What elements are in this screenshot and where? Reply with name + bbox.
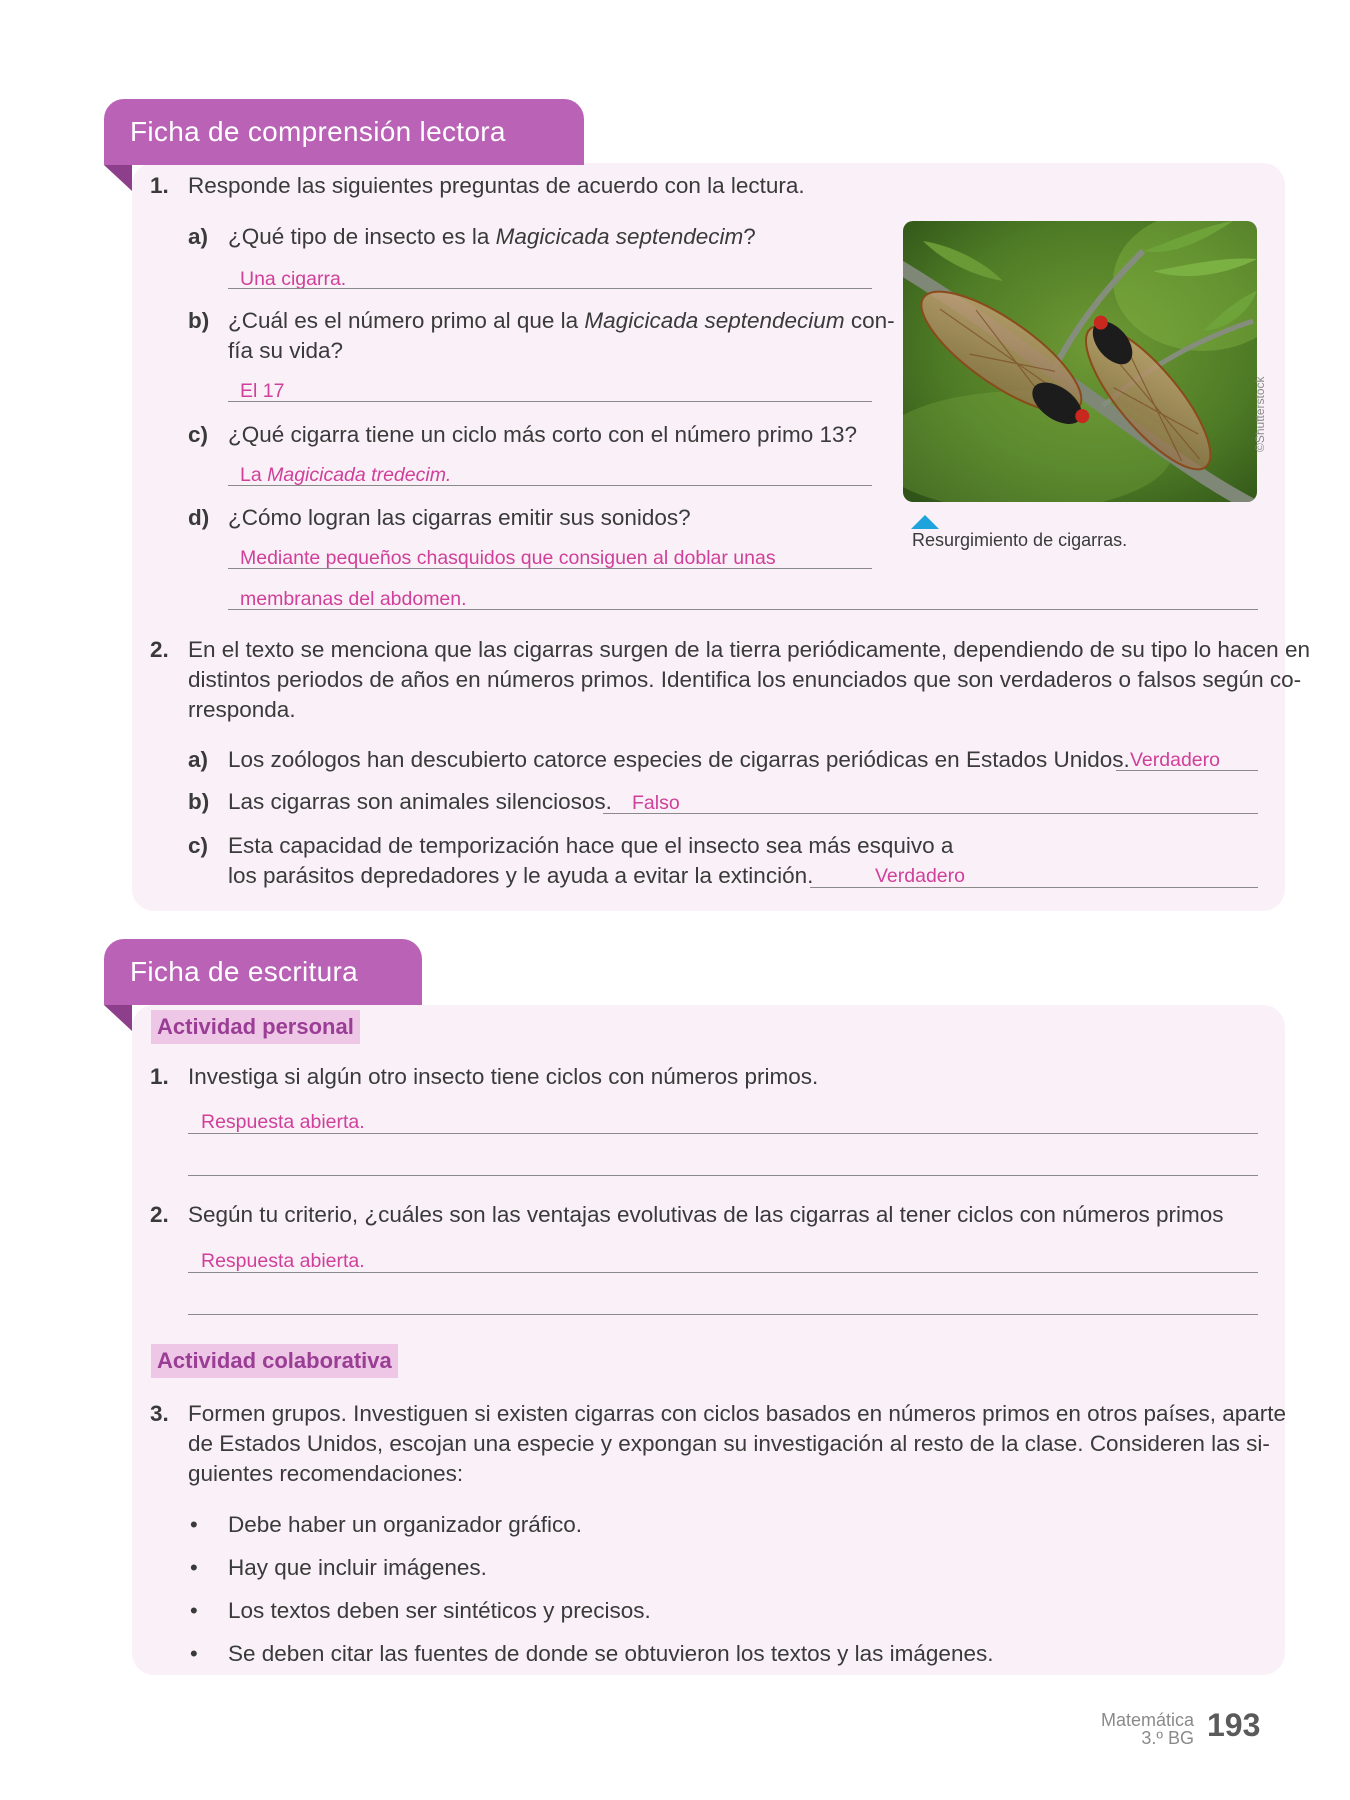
answer-line xyxy=(188,1175,1258,1176)
reading-q1d-question: ¿Cómo logran las cigarras emitir sus sonidos? xyxy=(228,505,691,530)
writing-q1-answer: Respuesta abierta. xyxy=(201,1111,365,1133)
reading-q1c-answer: La Magicicada tredecim. xyxy=(240,464,452,486)
caption-marker-icon xyxy=(911,515,939,529)
answer-line xyxy=(188,1314,1258,1315)
answer-line xyxy=(228,288,872,289)
photo-credit: ©Shutterstock xyxy=(1253,376,1267,452)
reading-tab-title: Ficha de comprensión lectora xyxy=(104,99,584,165)
reading-q2-line1: En el texto se menciona que las cigarras surgen de la tierra periódicamente, dependiendo de su tipo lo hacen en xyxy=(188,637,1310,662)
reading-q2c-statement-line1: Esta capacidad de temporización hace que el insecto sea más esquivo a xyxy=(228,833,954,858)
writing-q3-line3: guientes recomendaciones: xyxy=(188,1461,464,1486)
writing-q1-text: Investiga si algún otro insecto tiene ciclos con números primos. xyxy=(188,1064,819,1089)
footer-subject-block xyxy=(1060,1711,1194,1747)
bullet-dot: • xyxy=(190,1512,198,1537)
reading-q1b-question: ¿Cuál es el número primo al que la Magicicada septendecium con- xyxy=(228,308,895,333)
answer-line xyxy=(188,1133,1258,1134)
reading-q1-number: 1. xyxy=(150,173,169,198)
reading-q2b-letter: b) xyxy=(188,789,210,814)
writing-q2-answer: Respuesta abierta. xyxy=(201,1250,365,1272)
footer-grade: 3.º BG xyxy=(1141,1728,1194,1748)
reading-q2-number: 2. xyxy=(150,637,169,662)
writing-q3-number: 3. xyxy=(150,1401,169,1426)
recommendation-item: Los textos deben ser sintéticos y precisos. xyxy=(228,1598,651,1623)
bullet-dot: • xyxy=(190,1555,198,1580)
reading-q2-line2: distintos periodos de años en números primos. Identifica los enunciados que son verdaderos o falsos según co- xyxy=(188,667,1302,692)
reading-q1d-letter: d) xyxy=(188,505,210,530)
footer-subject: Matemática xyxy=(1100,1710,1194,1730)
writing-q1-number: 1. xyxy=(150,1064,169,1089)
answer-line xyxy=(188,1272,1258,1273)
activity-personal-label: Actividad personal xyxy=(151,1010,360,1044)
recommendation-item: Debe haber un organizador gráfico. xyxy=(228,1512,582,1537)
cicada-photo xyxy=(903,221,1257,502)
answer-line xyxy=(810,887,1258,888)
reading-q1a-answer: Una cigarra. xyxy=(240,268,347,290)
page-number: 193 xyxy=(1207,1707,1261,1743)
answer-line xyxy=(1116,770,1258,771)
reading-q2-line3: rresponda. xyxy=(188,697,296,722)
reading-q2c-answer: Verdadero xyxy=(875,865,965,887)
reading-q1b-letter: b) xyxy=(188,308,210,333)
reading-q1-prompt: Responde las siguientes preguntas de acuerdo con la lectura. xyxy=(188,173,805,198)
answer-line xyxy=(228,401,872,402)
recommendation-item: Se deben citar las fuentes de donde se obtuvieron los textos y las imágenes. xyxy=(228,1641,994,1666)
writing-q3-line2: de Estados Unidos, escojan una especie y expongan su investigación al resto de la clase. Consideren las si- xyxy=(188,1431,1270,1456)
recommendation-item: Hay que incluir imágenes. xyxy=(228,1555,487,1580)
reading-q1b-question-line2: fía su vida? xyxy=(228,338,344,363)
writing-tab-title: Ficha de escritura xyxy=(104,939,422,1005)
reading-q1a-question: ¿Qué tipo de insecto es la Magicicada septendecim? xyxy=(228,224,756,249)
reading-q2a-letter: a) xyxy=(188,747,209,772)
reading-q1c-question: ¿Qué cigarra tiene un ciclo más corto con el número primo 13? xyxy=(228,422,858,447)
reading-q1a-letter: a) xyxy=(188,224,209,249)
reading-q1d-answer-line1: Mediante pequeños chasquidos que consiguen al doblar unas xyxy=(240,547,776,569)
activity-collaborative-label: Actividad colaborativa xyxy=(151,1344,398,1378)
reading-q2b-statement: Las cigarras son animales silenciosos. xyxy=(228,789,612,814)
reading-q2c-letter: c) xyxy=(188,833,209,858)
answer-line xyxy=(228,568,872,569)
reading-q1c-letter: c) xyxy=(188,422,209,447)
reading-tab-fold xyxy=(104,165,132,191)
writing-tab-fold xyxy=(104,1005,132,1031)
writing-q2-text: Según tu criterio, ¿cuáles son las ventajas evolutivas de las cigarras al tener ciclos con números primos xyxy=(188,1202,1224,1227)
bullet-dot: • xyxy=(190,1641,198,1666)
answer-line xyxy=(228,485,872,486)
cicada-photo-illustration xyxy=(903,221,1257,502)
answer-line xyxy=(228,609,1258,610)
reading-q2c-statement-line2: los parásitos depredadores y le ayuda a evitar la extinción. xyxy=(228,863,814,888)
reading-q2a-statement: Los zoólogos han descubierto catorce especies de cigarras periódicas en Estados Unidos. xyxy=(228,747,1130,772)
reading-q2a-answer: Verdadero xyxy=(1130,749,1220,771)
reading-q1d-answer-line2: membranas del abdomen. xyxy=(240,588,467,610)
writing-q2-number: 2. xyxy=(150,1202,169,1227)
photo-caption: Resurgimiento de cigarras. xyxy=(912,530,1128,550)
bullet-dot: • xyxy=(190,1598,198,1623)
answer-line xyxy=(603,813,1258,814)
reading-q2b-answer: Falso xyxy=(632,792,680,814)
reading-q1b-answer: El 17 xyxy=(240,380,285,402)
writing-q3-line1: Formen grupos. Investiguen si existen cigarras con ciclos basados en números primos en otros países, aparte xyxy=(188,1401,1287,1426)
